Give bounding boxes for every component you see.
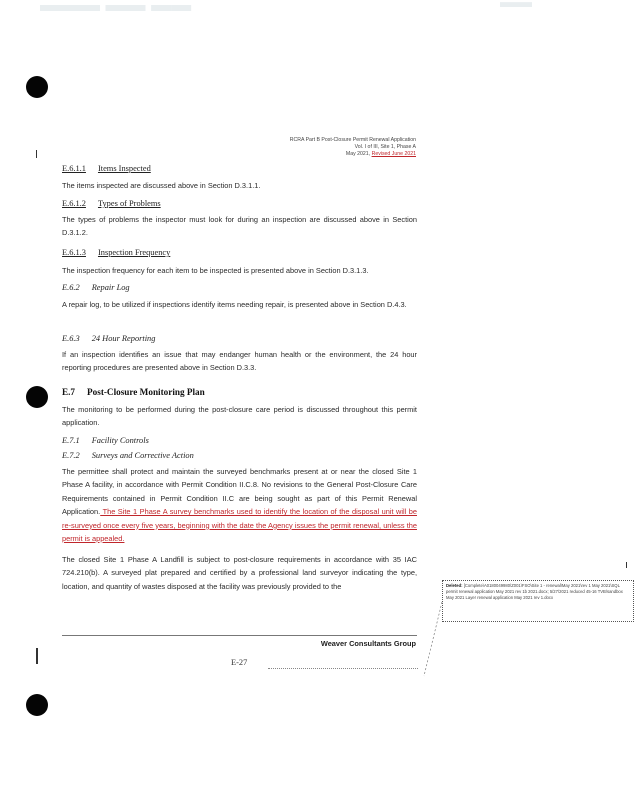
inserted-revision-text: The Site 1 Phase A survey benchmarks used to identify the location of the disposal unit will be re-surveyed once every five years, beginning with the date the Agency issues the permit renewal, unless the permit is appealed. <box>62 507 417 544</box>
header-revision: Revised June 2021 <box>371 151 416 157</box>
section-number: E.6.1.1 <box>62 164 86 173</box>
deleted-comment-balloon[interactable] <box>442 580 634 622</box>
section-number: E.7 <box>62 387 76 397</box>
comment-text: [Complete\A0180049980\Z001\FSO\Site 1 - renewal\May 2021\rev 1 May 2021\SQL permit renewal application May 2021 rev 1b 2021.docx; 5/27/2021 reduced 45-16 TVB/sandbox May 2021 Layer renewal application May 2021 rev 1.docx <box>446 583 623 600</box>
section-title: Types of Problems <box>97 199 161 208</box>
paragraph-text: The permittee shall protect and maintain the surveyed benchmarks present at or near the closed Site 1 Phase A facility, in accordance with Permit Condition II.C.8. No revisions to the General Post-Closure Care Requirements contained in Permit Condition II.C are being sought as part of this Permit Renewal Application. <box>62 467 417 517</box>
header-line: Vol. I of III, Site 1, Phase A <box>354 144 416 150</box>
body-paragraph: The items inspected are discussed above in Section D.3.1.1. <box>62 181 261 190</box>
header-line: RCRA Part B Post-Closure Permit Renewal Application <box>289 137 416 143</box>
bleed-through-mark: ▬▬ <box>500 0 532 11</box>
body-paragraph: The closed Site 1 Phase A Landfill is subject to post-closure requirements in accordance with 35 IAC 724.210(b). A surveyed plat prepared and certified by a professional land surveyor indicating the type, location, and quantity of wastes disposed at the facility was previously provided to the <box>62 555 417 591</box>
margin-mark <box>36 150 37 158</box>
comment-connector-line <box>420 600 450 680</box>
section-title: 24 Hour Reporting <box>91 334 156 343</box>
body-paragraph <box>62 465 417 545</box>
section-number: E.6.3 <box>62 334 80 343</box>
section-heading <box>62 387 205 397</box>
section-title: Items Inspected <box>97 164 151 173</box>
body-paragraph: The types of problems the inspector must look for during an inspection are discussed above in Section D.3.1.2. <box>62 215 417 238</box>
section-title: Inspection Frequency <box>97 248 171 257</box>
binder-hole <box>26 76 48 98</box>
section-number: E.7.1 <box>62 436 80 445</box>
section-heading <box>62 283 130 292</box>
section-number: E.6.1.2 <box>62 199 86 208</box>
section-title: Repair Log <box>91 283 130 292</box>
section-heading <box>62 436 149 445</box>
header-date: May 2021, <box>345 151 372 157</box>
binder-hole <box>26 386 48 408</box>
footer-dotted-line <box>268 668 418 669</box>
margin-mark <box>36 648 38 664</box>
section-number: E.6.1.3 <box>62 248 86 257</box>
section-title: Post-Closure Monitoring Plan <box>87 387 205 397</box>
section-heading <box>62 334 155 343</box>
page-number: E-27 <box>231 658 248 667</box>
body-paragraph: The inspection frequency for each item to be inspected is presented above in Section D.3.1.3. <box>62 266 369 275</box>
document-header <box>290 137 416 158</box>
section-heading <box>62 199 161 208</box>
section-heading <box>62 451 194 460</box>
header-line <box>290 151 416 158</box>
section-title: Surveys and Corrective Action <box>91 451 194 460</box>
binder-hole <box>26 694 48 716</box>
section-heading <box>62 164 151 173</box>
comment-label: Deleted: <box>446 583 463 588</box>
bleed-through-mark: ▬▬▬ ▬▬ ▬▬ <box>40 0 192 16</box>
section-title: Facility Controls <box>91 436 149 445</box>
section-number: E.7.2 <box>62 451 80 460</box>
body-paragraph: A repair log, to be utilized if inspections identify items needing repair, is presented above in Section D.4.3. <box>62 300 407 309</box>
footer-company: Weaver Consultants Group <box>320 639 416 648</box>
section-number: E.6.2 <box>62 283 80 292</box>
body-paragraph: If an inspection identifies an issue that may endanger human health or the environment, the 24 hour reporting procedures are presented above in Section D.3.3. <box>62 350 417 373</box>
margin-mark <box>626 562 627 568</box>
section-heading <box>62 248 170 257</box>
footer-rule <box>62 635 417 636</box>
body-paragraph: The monitoring to be performed during the post-closure care period is discussed throughout this permit application. <box>62 405 417 428</box>
